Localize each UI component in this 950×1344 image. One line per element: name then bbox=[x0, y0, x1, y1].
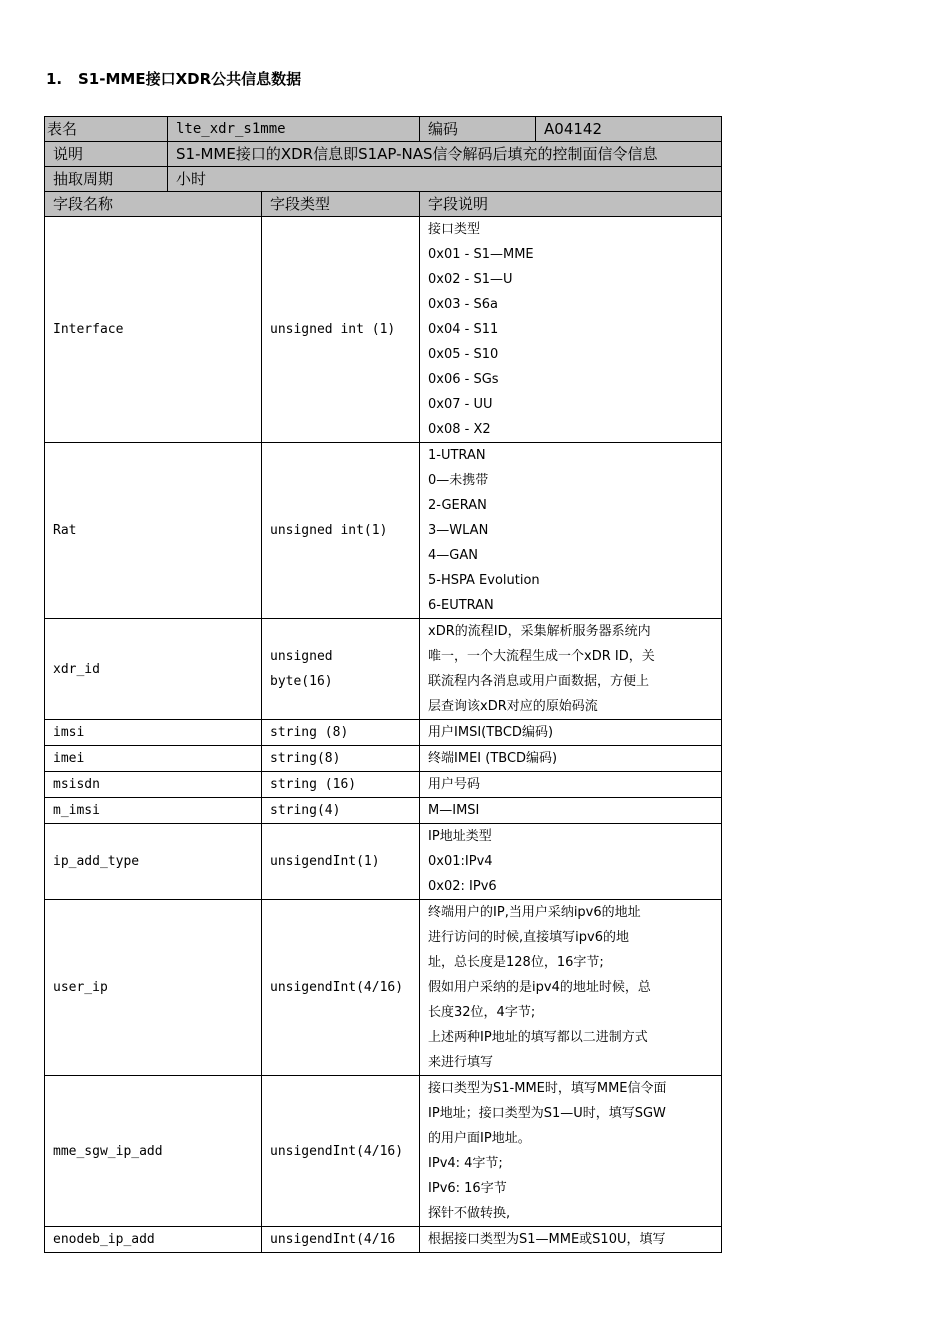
table-name-value: lte_xdr_s1mme bbox=[168, 117, 420, 142]
field-name: enodeb_ip_add bbox=[45, 1227, 262, 1253]
description-line: 的用户面IP地址。 bbox=[428, 1131, 531, 1146]
period-value: 小时 bbox=[168, 167, 722, 192]
code-value: A04142 bbox=[536, 117, 722, 142]
description-line: 0x04 - S11 bbox=[428, 322, 499, 337]
field-description bbox=[420, 720, 722, 746]
section-title: S1-MME接口XDR公共信息数据 bbox=[78, 70, 302, 88]
description-line: 址，总长度是128位，16字节; bbox=[428, 955, 604, 970]
description-line: 接口类型为S1-MME时，填写MME信令面 bbox=[428, 1081, 667, 1096]
table-name-label: 表名 bbox=[45, 117, 168, 142]
table-row bbox=[45, 619, 722, 720]
period-label: 抽取周期 bbox=[45, 167, 168, 192]
field-type: string(4) bbox=[262, 798, 420, 824]
description-value: S1-MME接口的XDR信息即S1AP-NAS信令解码后填充的控制面信令信息 bbox=[168, 142, 722, 167]
description-line: 根据接口类型为S1—MME或S10U，填写 bbox=[428, 1232, 666, 1247]
table-row bbox=[45, 824, 722, 900]
field-type: unsigned int(1) bbox=[262, 443, 420, 619]
field-description bbox=[420, 1227, 722, 1253]
field-description bbox=[420, 824, 722, 900]
field-name: Rat bbox=[45, 443, 262, 619]
period-row bbox=[45, 167, 722, 192]
field-name: imsi bbox=[45, 720, 262, 746]
description-line: 终端用户的IP,当用户采纳ipv6的地址 bbox=[428, 905, 641, 920]
description-line: 层查询该xDR对应的原始码流 bbox=[428, 699, 598, 714]
description-line: 来进行填写 bbox=[428, 1055, 494, 1070]
description-row bbox=[45, 142, 722, 167]
section-heading bbox=[46, 68, 301, 89]
field-type: string (8) bbox=[262, 720, 420, 746]
table-row bbox=[45, 900, 722, 1076]
table-name-row bbox=[45, 117, 722, 142]
description-line: 进行访问的时候,直接填写ipv6的地 bbox=[428, 930, 629, 945]
description-line: 联流程内各消息或用户面数据，方便上 bbox=[428, 674, 650, 689]
description-line: 用户号码 bbox=[428, 777, 481, 792]
table-row bbox=[45, 772, 722, 798]
section-number: 1. bbox=[46, 70, 63, 88]
description-line: IP地址类型 bbox=[428, 829, 492, 844]
field-description bbox=[420, 798, 722, 824]
description-line: 0—未携带 bbox=[428, 473, 489, 488]
field-description bbox=[420, 217, 722, 443]
field-description bbox=[420, 443, 722, 619]
table-row bbox=[45, 798, 722, 824]
description-line: 6-EUTRAN bbox=[428, 598, 494, 613]
table-row bbox=[45, 217, 722, 443]
description-label: 说明 bbox=[45, 142, 168, 167]
field-description bbox=[420, 772, 722, 798]
description-line: 0x01:IPv4 bbox=[428, 854, 493, 869]
description-line: 0x06 - SGs bbox=[428, 372, 499, 387]
field-description bbox=[420, 619, 722, 720]
description-line: 终端IMEI (TBCD编码) bbox=[428, 751, 558, 766]
description-line: 接口类型 bbox=[428, 222, 481, 237]
field-name: imei bbox=[45, 746, 262, 772]
field-name: xdr_id bbox=[45, 619, 262, 720]
field-description bbox=[420, 746, 722, 772]
description-line: 唯一，一个大流程生成一个xDR ID，关 bbox=[428, 649, 655, 664]
field-type: unsigned byte(16) bbox=[262, 619, 420, 720]
field-name: mme_sgw_ip_add bbox=[45, 1076, 262, 1227]
column-header-name: 字段名称 bbox=[45, 192, 262, 217]
description-line: IPv4: 4字节; bbox=[428, 1156, 503, 1171]
description-line: IPv6: 16字节 bbox=[428, 1181, 507, 1196]
table-row bbox=[45, 1076, 722, 1227]
table-row bbox=[45, 443, 722, 619]
description-line: 0x02 - S1—U bbox=[428, 272, 513, 287]
table-row bbox=[45, 720, 722, 746]
description-line: 长度32位，4字节; bbox=[428, 1005, 536, 1020]
description-line: 0x08 - X2 bbox=[428, 422, 491, 437]
description-line: 4—GAN bbox=[428, 548, 478, 563]
field-description bbox=[420, 900, 722, 1076]
field-type: unsigendInt(4/16) bbox=[262, 900, 420, 1076]
description-line: 5-HSPA Evolution bbox=[428, 573, 540, 588]
field-name: msisdn bbox=[45, 772, 262, 798]
column-header-row bbox=[45, 192, 722, 217]
field-table bbox=[44, 116, 722, 1253]
table-row bbox=[45, 1227, 722, 1253]
description-line: 上述两种IP地址的填写都以二进制方式 bbox=[428, 1030, 648, 1045]
description-line: xDR的流程ID，采集解析服务器系统内 bbox=[428, 624, 651, 639]
code-label: 编码 bbox=[420, 117, 536, 142]
field-type: string(8) bbox=[262, 746, 420, 772]
description-line: 0x02: IPv6 bbox=[428, 879, 497, 894]
description-line: 0x05 - S10 bbox=[428, 347, 499, 362]
description-line: 3—WLAN bbox=[428, 523, 489, 538]
description-line: IP地址；接口类型为S1—U时，填写SGW bbox=[428, 1106, 666, 1121]
field-name: Interface bbox=[45, 217, 262, 443]
description-line: 假如用户采纳的是ipv4的地址时候，总 bbox=[428, 980, 651, 995]
field-type: string (16) bbox=[262, 772, 420, 798]
field-type: unsigendInt(1) bbox=[262, 824, 420, 900]
description-line: 0x01 - S1—MME bbox=[428, 247, 534, 262]
description-line: 1-UTRAN bbox=[428, 448, 486, 463]
field-name: ip_add_type bbox=[45, 824, 262, 900]
description-line: 用户IMSI(TBCD编码) bbox=[428, 725, 554, 740]
field-type: unsigned int (1) bbox=[262, 217, 420, 443]
description-line: 探针不做转换, bbox=[428, 1206, 511, 1221]
field-name: user_ip bbox=[45, 900, 262, 1076]
field-type: unsigendInt(4/16 bbox=[262, 1227, 420, 1253]
field-type: unsigendInt(4/16) bbox=[262, 1076, 420, 1227]
table-row bbox=[45, 746, 722, 772]
column-header-type: 字段类型 bbox=[262, 192, 420, 217]
description-line: 0x07 - UU bbox=[428, 397, 493, 412]
description-line: M—IMSI bbox=[428, 803, 480, 818]
description-line: 0x03 - S6a bbox=[428, 297, 498, 312]
field-name: m_imsi bbox=[45, 798, 262, 824]
description-line: 2-GERAN bbox=[428, 498, 487, 513]
field-description bbox=[420, 1076, 722, 1227]
column-header-desc: 字段说明 bbox=[420, 192, 722, 217]
